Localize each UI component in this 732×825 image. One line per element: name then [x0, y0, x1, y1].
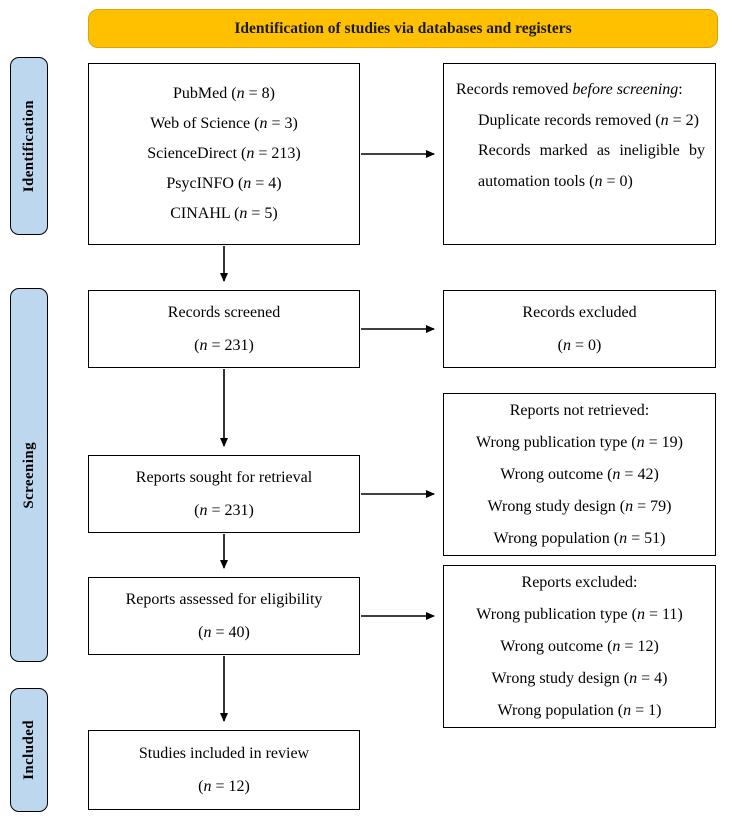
box-line: Wrong population (n = 51): [493, 529, 666, 547]
box-line: (n = 12): [198, 778, 250, 795]
box-line: Reports assessed for eligibility: [125, 591, 323, 608]
box-line: PubMed (n = 8): [173, 85, 275, 102]
box-line: (n = 231): [194, 502, 254, 519]
box-line: PsycINFO (n = 4): [166, 175, 282, 192]
box-line: (n = 231): [194, 337, 254, 354]
box-line: Wrong outcome (n = 42): [500, 465, 659, 483]
box-line: Records marked as ineligible by automation tools (n = 0): [478, 142, 705, 190]
box-line: Records screened: [167, 304, 281, 321]
box-line: (n = 40): [198, 624, 250, 641]
box-line: CINAHL (n = 5): [170, 205, 278, 222]
box-line: Wrong study design (n = 4): [491, 669, 668, 687]
box-line: Wrong outcome (n = 12): [500, 637, 659, 655]
box-line: Wrong publication type (n = 19): [475, 433, 683, 451]
box-records-screened: [88, 290, 360, 368]
box-databases: [88, 63, 360, 245]
box-line: Duplicate records removed (n = 2): [478, 111, 699, 129]
box-line: (n = 0): [557, 337, 602, 354]
box-line: ScienceDirect (n = 213): [147, 145, 301, 162]
box-line: Reports excluded:: [521, 573, 638, 591]
box-line: Wrong study design (n = 79): [487, 497, 672, 515]
box-records-excluded: [443, 290, 716, 368]
box-line: Web of Science (n = 3): [150, 115, 298, 132]
stage-label-text: Screening: [20, 441, 37, 509]
stage-label-text: Included: [20, 720, 37, 780]
box-reports-not-retrieved: [443, 393, 716, 556]
stage-label-text: Identification: [20, 99, 37, 193]
stage-label-included: [10, 688, 48, 812]
box-reports-assessed: [88, 577, 360, 655]
box-records-removed-items: [478, 106, 705, 198]
box-line: Wrong publication type (n = 11): [476, 605, 683, 623]
box-line: Reports sought for retrieval: [135, 469, 313, 486]
box-studies-included: [88, 730, 360, 810]
box-records-removed: [443, 63, 716, 245]
stage-label-screening: [10, 288, 48, 662]
box-line: Reports not retrieved:: [509, 401, 650, 419]
box-line: Wrong population (n = 1): [497, 701, 662, 719]
box-line: Studies included in review: [138, 745, 310, 762]
banner-label: Identification of studies via databases and registers: [234, 19, 572, 37]
box-line: Records excluded: [522, 304, 637, 321]
banner: [88, 9, 718, 48]
box-reports-sought: [88, 455, 360, 533]
box-records-removed-heading: Records removed before screening:: [456, 81, 683, 98]
box-reports-excluded: [443, 565, 716, 728]
stage-label-identification: [10, 57, 48, 235]
